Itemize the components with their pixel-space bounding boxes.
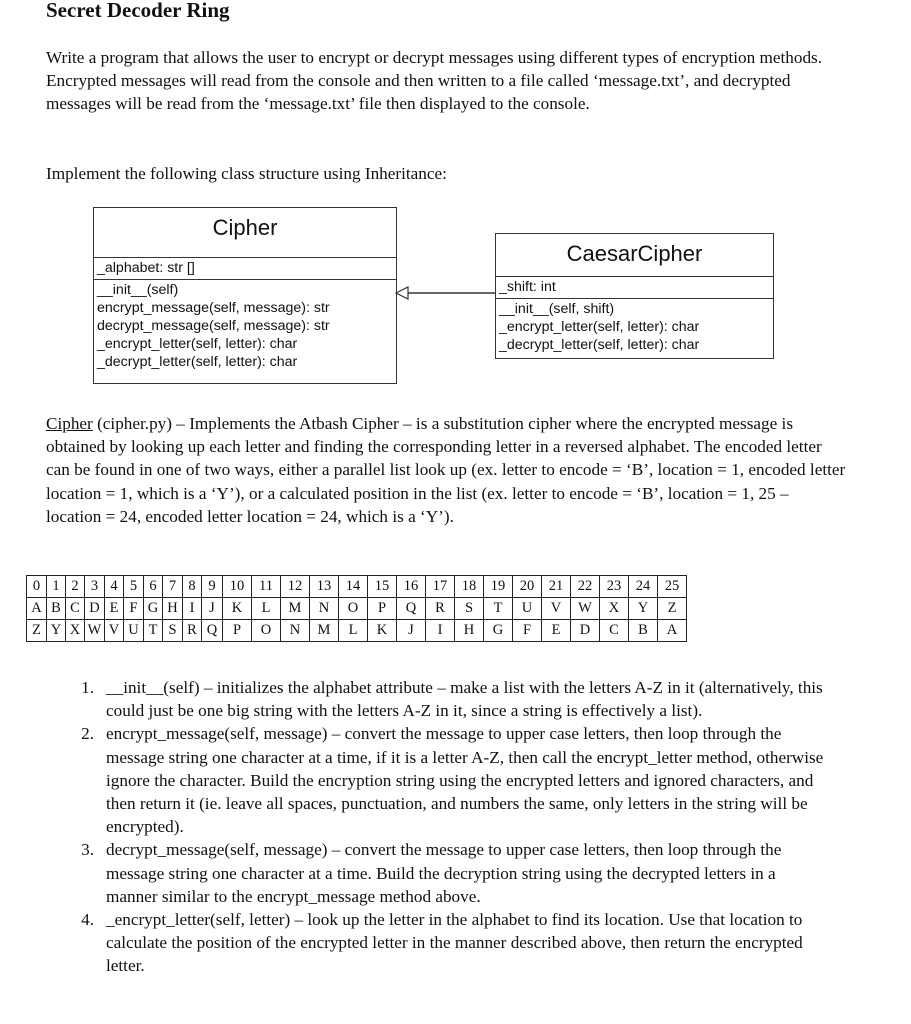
letter-cell: U — [513, 598, 542, 620]
intro-paragraph: Write a program that allows the user to encrypt or decrypt messages using different types of encryption methods. Encrypted messages will read from the console and then written to a file called ‘message.txt’, and decrypted messages will be read from the ‘message.txt’ file then displayed to the console. — [46, 48, 823, 114]
reversed-letter-cell: P — [223, 620, 252, 642]
letter-cell: I — [183, 598, 202, 620]
index-cell: 9 — [202, 576, 223, 598]
letter-cell: Z — [658, 598, 687, 620]
letter-cell: H — [163, 598, 183, 620]
letter-cell: G — [144, 598, 163, 620]
reversed-letter-cell: V — [105, 620, 124, 642]
list-text: __init__(self) – initializes the alphabet attribute – make a list with the letters A-Z in it (alternatively, this could just be one big string with the letters A-Z in it, since a string is effectively a list). — [106, 678, 823, 721]
reversed-letter-cell: Q — [202, 620, 223, 642]
index-cell: 10 — [223, 576, 252, 598]
letter-cell: T — [484, 598, 513, 620]
atbash-alphabet-table — [26, 575, 687, 642]
reversed-letter-cell: S — [163, 620, 183, 642]
letter-cell: V — [542, 598, 571, 620]
list-number: 2. — [81, 724, 94, 744]
index-cell: 15 — [368, 576, 397, 598]
index-cell: 2 — [66, 576, 85, 598]
reversed-letter-cell: G — [484, 620, 513, 642]
list-item — [68, 908, 828, 978]
letter-cell: F — [124, 598, 144, 620]
letter-cell: O — [339, 598, 368, 620]
uml-method: __init__(self) — [97, 282, 179, 298]
reversed-letter-cell: X — [66, 620, 85, 642]
letter-cell: W — [571, 598, 600, 620]
reversed-letter-cell: R — [183, 620, 202, 642]
reversed-letter-cell: B — [629, 620, 658, 642]
letter-cell: K — [223, 598, 252, 620]
uml-attribute: _alphabet: str [] — [97, 260, 195, 276]
reversed-alphabet-row — [27, 620, 687, 642]
uml-methods — [94, 279, 396, 373]
uml-method: encrypt_message(self, message): str — [97, 300, 330, 316]
reversed-letter-cell: A — [658, 620, 687, 642]
uml-class-name: CaesarCipher — [566, 241, 703, 266]
index-cell: 23 — [600, 576, 629, 598]
reversed-letter-cell: I — [426, 620, 455, 642]
reversed-letter-cell: M — [310, 620, 339, 642]
letter-cell: A — [27, 598, 47, 620]
reversed-letter-cell: J — [397, 620, 426, 642]
uml-method: _decrypt_letter(self, letter): char — [499, 337, 700, 353]
reversed-letter-cell: Z — [27, 620, 47, 642]
inheritance-arrow — [395, 285, 497, 301]
reversed-letter-cell: Y — [47, 620, 66, 642]
index-cell: 4 — [105, 576, 124, 598]
letter-cell: E — [105, 598, 124, 620]
uml-attributes — [496, 276, 773, 298]
reversed-letter-cell: C — [600, 620, 629, 642]
letter-cell: L — [252, 598, 281, 620]
list-number: 1. — [81, 678, 94, 697]
index-cell: 3 — [85, 576, 105, 598]
uml-method: _encrypt_letter(self, letter): char — [97, 336, 298, 352]
list-text: encrypt_message(self, message) – convert the message to upper case letters, then loop through the message string one character at a time, if it is a letter A-Z, then call the encrypt_letter method, otherwise ignore the character. Build the encryption string using the encrypted letters and ignored characters, and then return it (ie. leave all spaces, punctuation, and numbers the same, only letters in the string will be encrypted). — [106, 724, 824, 837]
list-text: _encrypt_letter(self, letter) – look up the letter in the alphabet to find its location. Use that location to calculate the position of the encrypted letter in the manner described above, then return the encrypted letter. — [106, 910, 803, 976]
index-cell: 1 — [47, 576, 66, 598]
reversed-letter-cell: T — [144, 620, 163, 642]
index-cell: 14 — [339, 576, 368, 598]
method-steps-list — [68, 676, 828, 978]
alphabet-row — [27, 598, 687, 620]
index-cell: 18 — [455, 576, 484, 598]
uml-class-name: Cipher — [212, 215, 278, 240]
index-cell: 12 — [281, 576, 310, 598]
index-cell: 13 — [310, 576, 339, 598]
index-cell: 11 — [252, 576, 281, 598]
letter-cell: C — [66, 598, 85, 620]
letter-cell: B — [47, 598, 66, 620]
index-cell: 21 — [542, 576, 571, 598]
list-number: 4. — [81, 910, 94, 930]
letter-cell: S — [455, 598, 484, 620]
reversed-letter-cell: D — [571, 620, 600, 642]
letter-cell: N — [310, 598, 339, 620]
reversed-letter-cell: K — [368, 620, 397, 642]
cipher-description — [46, 412, 846, 528]
letter-cell: P — [368, 598, 397, 620]
letter-cell: J — [202, 598, 223, 620]
uml-method: decrypt_message(self, message): str — [97, 318, 330, 334]
list-number: 3. — [81, 840, 94, 860]
letter-cell: D — [85, 598, 105, 620]
index-cell: 24 — [629, 576, 658, 598]
uml-attribute: _shift: int — [499, 279, 556, 295]
cipher-description-text: (cipher.py) – Implements the Atbash Cipher – is a substitution cipher where the encrypted message is obtained by looking up each letter and finding the corresponding letter in a reversed alphabet. The encoded letter can be found in one of two ways, either a parallel list look up (ex. letter to encode = ‘B’, location = 1, encoded letter location = 1, which is a ‘Y’), or a calculated position in the list (ex. letter to encode = ‘B’, location = 1, 25 – location = 24, encoded letter location = 24, which is a ‘Y’). — [46, 414, 846, 526]
uml-method: __init__(self, shift) — [499, 301, 615, 317]
reversed-letter-cell: F — [513, 620, 542, 642]
uml-class-caesar-cipher — [495, 233, 774, 359]
page-title: Secret Decoder Ring — [46, 0, 230, 22]
list-item — [68, 838, 828, 908]
index-cell: 7 — [163, 576, 183, 598]
reversed-letter-cell: L — [339, 620, 368, 642]
implementation-instruction: Implement the following class structure using Inheritance: — [46, 164, 447, 183]
letter-cell: Q — [397, 598, 426, 620]
index-cell: 17 — [426, 576, 455, 598]
list-item — [68, 676, 828, 722]
index-cell: 0 — [27, 576, 47, 598]
reversed-letter-cell: H — [455, 620, 484, 642]
index-row — [27, 576, 687, 598]
index-cell: 6 — [144, 576, 163, 598]
reversed-letter-cell: W — [85, 620, 105, 642]
reversed-letter-cell: U — [124, 620, 144, 642]
uml-method: _decrypt_letter(self, letter): char — [97, 354, 298, 370]
index-cell: 25 — [658, 576, 687, 598]
uml-method: _encrypt_letter(self, letter): char — [499, 319, 700, 335]
list-text: decrypt_message(self, message) – convert the message to upper case letters, then loop through the message string one character at a time. Build the decryption string using the decrypted letters in a manner similar to the encrypt_message method above. — [106, 840, 782, 906]
letter-cell: M — [281, 598, 310, 620]
index-cell: 16 — [397, 576, 426, 598]
uml-methods — [496, 298, 773, 356]
letter-cell: Y — [629, 598, 658, 620]
index-cell: 19 — [484, 576, 513, 598]
cipher-term: Cipher — [46, 414, 93, 433]
reversed-letter-cell: N — [281, 620, 310, 642]
index-cell: 22 — [571, 576, 600, 598]
uml-attributes — [94, 257, 396, 279]
letter-cell: X — [600, 598, 629, 620]
index-cell: 5 — [124, 576, 144, 598]
list-item — [68, 722, 828, 838]
reversed-letter-cell: E — [542, 620, 571, 642]
index-cell: 8 — [183, 576, 202, 598]
uml-class-cipher — [93, 207, 397, 384]
letter-cell: R — [426, 598, 455, 620]
reversed-letter-cell: O — [252, 620, 281, 642]
index-cell: 20 — [513, 576, 542, 598]
